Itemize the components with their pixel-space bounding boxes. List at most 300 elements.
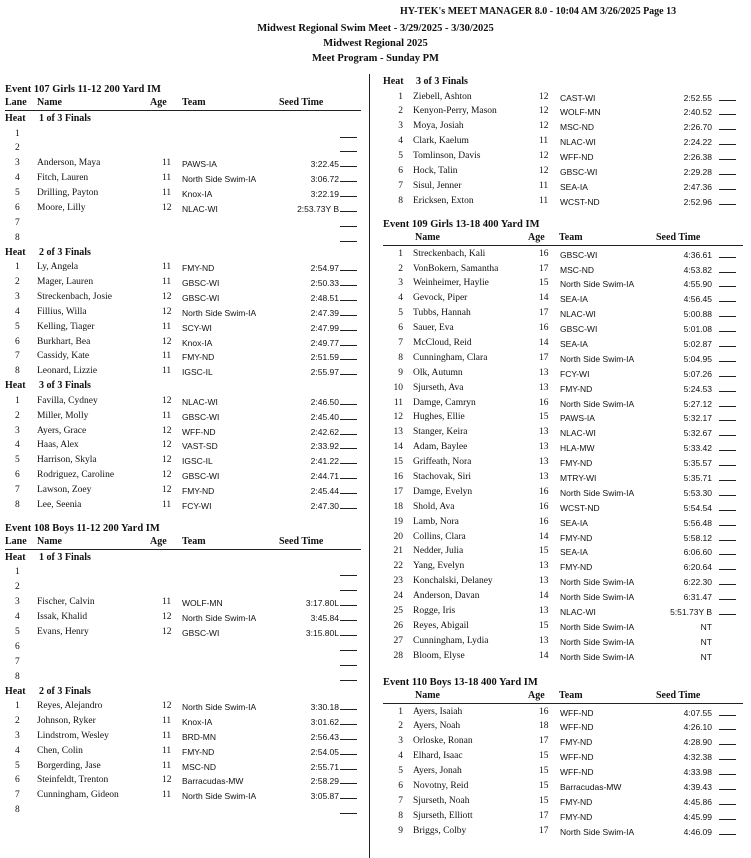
team-name: GBSC-WI [182, 292, 220, 303]
swimmer-name: Lawson, Zoey [37, 485, 92, 496]
table-row [383, 119, 743, 134]
seed-time: 5:24.53 [683, 383, 712, 394]
team-name: PAWS-IA [182, 159, 217, 170]
swimmer-name: Leonard, Lizzie [37, 366, 98, 377]
swimmer-name: Steinfeldt, Trenton [37, 775, 109, 786]
lane-number: 2 [15, 277, 20, 288]
heat-label: Heat [5, 113, 26, 124]
result-blank-line [340, 404, 357, 405]
team-name: IGSC-IL [182, 456, 213, 467]
result-blank-line [719, 510, 736, 511]
team-name: WFF-ND [560, 152, 594, 163]
swimmer-age: 15 [539, 620, 549, 631]
age-header: Age [528, 231, 545, 243]
team-name: NLAC-WI [560, 428, 596, 439]
table-row [383, 455, 743, 470]
swimmer-name: Sjurseth, Elliott [413, 810, 473, 821]
table-row [5, 580, 361, 595]
result-blank-line [719, 450, 736, 451]
swimmer-name: Clark, Kaelum [413, 136, 469, 147]
seed-time: 5:02.87 [683, 338, 712, 349]
result-blank-line [340, 635, 357, 636]
result-blank-line [719, 789, 736, 790]
seed-time: 3:30.18 [310, 702, 339, 712]
result-blank-line [719, 584, 736, 585]
team-name: WFF-ND [560, 752, 594, 763]
swimmer-name: Cunningham, Lydia [413, 635, 489, 646]
swimmer-age: 12 [162, 612, 172, 623]
lane-number: 7 [15, 217, 20, 228]
team-name: NLAC-WI [560, 137, 596, 148]
result-blank-line [719, 540, 736, 541]
lane-number: 6 [15, 470, 20, 481]
team-name: FCY-WI [182, 500, 212, 511]
software-page-info: HY-TEK's MEET MANAGER 8.0 - 10:04 AM 3/26/2025 Page 13 [400, 6, 677, 17]
team-name: VAST-SD [182, 441, 218, 452]
team-name: MSC-ND [560, 264, 594, 275]
swimmer-age: 11 [162, 410, 172, 421]
team-header: Team [182, 535, 206, 547]
table-row [383, 410, 743, 425]
result-blank-line [719, 554, 736, 555]
result-blank-line [340, 196, 357, 197]
lane-number: 8 [398, 810, 403, 821]
result-blank-line [719, 391, 736, 392]
column-headers [383, 232, 743, 246]
heat-header [5, 379, 361, 394]
swimmer-age: 13 [539, 457, 549, 468]
table-row [5, 699, 361, 714]
table-row [383, 351, 743, 366]
swimmer-name: Haas, Alex [37, 440, 79, 451]
seed-time: 4:53.82 [683, 264, 712, 275]
swimmer-age: 15 [539, 795, 549, 806]
lane-number: 8 [398, 195, 403, 206]
seed-time: 2:41.22 [310, 456, 339, 467]
swimmer-name: Mager, Lauren [37, 277, 94, 288]
swimmer-age: 13 [539, 382, 549, 393]
lane-number: 7 [15, 790, 20, 801]
swimmer-age: 17 [539, 810, 549, 821]
table-row [5, 670, 361, 685]
team-name: SEA-IA [560, 547, 588, 558]
swimmer-age: 12 [162, 425, 172, 436]
swimmer-name: Ayers, Noah [413, 721, 461, 732]
event-109 [383, 218, 743, 664]
team-name: FMY-ND [560, 458, 593, 469]
lane-number: 6 [398, 165, 403, 176]
swimmer-name: Anderson, Maya [37, 158, 101, 169]
swimmer-name: Weinheimer, Haylie [413, 278, 489, 289]
seed-time: 5:04.95 [683, 353, 712, 364]
lane-number: 2 [15, 715, 20, 726]
result-blank-line [719, 100, 736, 101]
table-row [5, 595, 361, 610]
table-row [383, 90, 743, 105]
lane-number: 8 [398, 352, 403, 363]
result-blank-line [340, 798, 357, 799]
lane-number: 4 [398, 293, 403, 304]
swimmer-age: 11 [162, 760, 172, 771]
team-name: IGSC-IL [182, 367, 213, 378]
swimmer-age: 12 [539, 106, 549, 117]
result-blank-line [340, 285, 357, 286]
result-blank-line [719, 495, 736, 496]
result-blank-line [719, 804, 736, 805]
swimmer-name: Cunningham, Clara [413, 352, 488, 363]
swimmer-age: 12 [162, 701, 172, 711]
team-header: Team [182, 97, 206, 108]
table-row [5, 335, 361, 350]
swimmer-name: Sauer, Eva [413, 323, 454, 334]
lane-number: 12 [393, 412, 403, 423]
seed-header: Seed Time [656, 231, 701, 243]
lane-number: 1 [15, 701, 20, 711]
table-row [5, 364, 361, 379]
swimmer-name: Damge, Evelyn [413, 486, 473, 497]
result-blank-line [340, 620, 357, 621]
swimmer-age: 13 [539, 427, 549, 438]
swimmer-name: Gevock, Piper [413, 293, 468, 304]
swimmer-age: 17 [539, 263, 549, 274]
lane-number: 7 [15, 351, 20, 362]
heat-header [383, 75, 743, 90]
team-name: FMY-ND [560, 811, 593, 822]
swimmer-age: 12 [162, 470, 172, 481]
swimmer-name: McCloud, Reid [413, 337, 472, 348]
swimmer-name: Bloom, Elyse [413, 650, 465, 661]
seed-time: 5:00.88 [683, 309, 712, 320]
swimmer-age: 11 [162, 366, 172, 377]
seed-time: 5:01.08 [683, 324, 712, 335]
swimmer-name: Anderson, Davan [413, 591, 480, 602]
swimmer-name: Collins, Clara [413, 531, 466, 542]
result-blank-line [340, 300, 357, 301]
team-name: WFF-ND [560, 707, 594, 718]
lane-number: 5 [398, 766, 403, 777]
seed-time: 2:52.55 [683, 92, 712, 103]
result-blank-line [719, 759, 736, 760]
lane-number: 11 [393, 397, 403, 408]
swimmer-age: 13 [539, 442, 549, 453]
swimmer-name: Tubbs, Hannah [413, 308, 471, 319]
team-name: North Side Swim-IA [182, 702, 257, 712]
table-row [5, 260, 361, 275]
swimmer-age: 14 [539, 591, 549, 602]
lane-number: 4 [398, 751, 403, 762]
swimmer-name: Ayers, Isaiah [413, 706, 463, 717]
swimmer-age: 13 [539, 606, 549, 616]
result-blank-line [340, 270, 357, 271]
lane-number: 5 [15, 321, 20, 332]
team-name: GBSC-WI [182, 627, 220, 638]
result-blank-line [719, 525, 736, 526]
heat-list [5, 112, 361, 513]
table-row [5, 290, 361, 305]
lane-number: 8 [15, 499, 20, 510]
swimmer-age: 17 [539, 736, 549, 747]
team-name: North Side Swim-IA [182, 174, 257, 185]
result-blank-line [719, 376, 736, 377]
lane-number: 14 [393, 442, 403, 453]
swimmer-name: Hock, Talin [413, 165, 458, 176]
seed-time: 4:28.90 [683, 737, 712, 748]
lane-number: 5 [15, 188, 20, 199]
table-row [5, 453, 361, 468]
swimmer-age: 11 [162, 351, 172, 362]
swimmer-name: Stachovak, Siri [413, 471, 472, 482]
lane-number: 4 [15, 306, 20, 317]
result-blank-line [340, 330, 357, 331]
swimmer-age: 13 [539, 367, 549, 378]
heat-label: Heat [5, 551, 26, 563]
result-blank-line [340, 419, 357, 420]
result-blank-line [719, 316, 736, 317]
seed-time: 2:26.70 [683, 122, 712, 133]
lane-number: 26 [393, 620, 403, 631]
table-row [383, 500, 743, 515]
team-name: WFF-ND [560, 722, 594, 733]
lane-number: 6 [15, 336, 20, 347]
lane-number: 7 [15, 485, 20, 496]
swimmer-age: 15 [539, 781, 549, 792]
table-row [383, 604, 743, 619]
age-header: Age [150, 535, 167, 547]
team-name: MSC-ND [182, 761, 216, 772]
lane-number: 4 [15, 612, 20, 623]
team-name: MSC-ND [560, 122, 594, 133]
seed-time: 6:22.30 [683, 577, 712, 588]
swimmer-name: Ericksen, Exton [413, 195, 474, 206]
result-blank-line [719, 257, 736, 258]
heat-header [5, 551, 361, 566]
lane-number: 5 [398, 308, 403, 319]
result-blank-line [719, 272, 736, 273]
swimmer-name: Konchalski, Delaney [413, 576, 493, 587]
lane-number: 6 [398, 781, 403, 792]
team-name: Knox-IA [182, 189, 213, 200]
lane-number: 6 [398, 323, 403, 334]
swimmer-age: 11 [162, 730, 172, 741]
team-name: MTRY-WI [560, 472, 597, 483]
seed-time: 3:17.80L [305, 598, 339, 609]
swimmer-age: 13 [539, 471, 549, 482]
lane-number: 13 [393, 427, 403, 438]
seed-time: 2:24.22 [683, 137, 712, 148]
event-108-heat-3 [383, 75, 743, 209]
swimmer-age: 17 [539, 825, 549, 836]
team-name: FMY-ND [560, 737, 593, 748]
result-blank-line [340, 226, 357, 227]
table-row [5, 655, 361, 670]
team-name: North Side Swim-IA [560, 636, 635, 647]
swimmer-age: 17 [539, 308, 549, 319]
seed-time: 4:33.98 [683, 767, 712, 778]
team-name: Knox-IA [182, 337, 213, 348]
lane-number: 9 [398, 367, 403, 378]
lane-number: 5 [15, 626, 20, 637]
table-row [5, 498, 361, 513]
result-blank-line [340, 724, 357, 725]
swimmer-name: Hughes, Ellie [413, 412, 465, 423]
team-name: FMY-ND [182, 352, 215, 363]
lane-number: 4 [398, 136, 403, 147]
table-row [383, 336, 743, 351]
team-name: GBSC-WI [182, 411, 220, 422]
swimmer-age: 13 [539, 635, 549, 646]
table-row [383, 164, 743, 179]
lane-number: 17 [393, 486, 403, 497]
entry-list [383, 705, 743, 839]
lane-number: 20 [393, 531, 403, 542]
table-row [5, 349, 361, 364]
swimmer-name: Tomlinson, Davis [413, 151, 481, 162]
event-title: Event 108 Boys 11-12 200 Yard IM [5, 522, 160, 534]
age-header: Age [150, 97, 167, 108]
result-blank-line [719, 729, 736, 730]
entry-list [383, 247, 743, 664]
lane-number: 2 [15, 143, 20, 154]
seed-time: 2:49.77 [310, 337, 339, 348]
table-row [383, 589, 743, 604]
lane-number: 1 [398, 248, 403, 259]
heat-header [5, 246, 361, 261]
swimmer-name: Lamb, Nora [413, 516, 459, 527]
swimmer-age: 12 [162, 485, 172, 496]
swimmer-age: 15 [539, 751, 549, 762]
swimmer-age: 13 [539, 576, 549, 587]
table-row [383, 134, 743, 149]
swimmer-name: Nedder, Julia [413, 546, 464, 557]
swimmer-age: 16 [539, 486, 549, 497]
lane-number: 7 [398, 337, 403, 348]
swimmer-name: Orloske, Ronan [413, 736, 473, 747]
result-blank-line [340, 359, 357, 360]
heat-list [5, 551, 361, 818]
team-name: North Side Swim-IA [560, 577, 635, 588]
team-name: FCY-WI [560, 368, 590, 379]
lane-number: 1 [15, 567, 20, 578]
table-row [383, 262, 743, 277]
seed-time: 4:46.09 [683, 826, 712, 837]
result-blank-line [719, 361, 736, 362]
team-header: Team [559, 231, 583, 243]
team-name: North Side Swim-IA [182, 613, 257, 624]
table-row [383, 824, 743, 839]
team-name: FMY-ND [560, 383, 593, 394]
seed-time: 2:58.29 [310, 776, 339, 787]
swimmer-name: Issak, Khalid [37, 612, 88, 623]
result-blank-line [719, 301, 736, 302]
swimmer-age: 14 [539, 531, 549, 542]
result-blank-line [340, 151, 357, 152]
heat-info: 1 of 3 Finals [39, 113, 91, 124]
swimmer-name: Cassidy, Kate [37, 351, 90, 362]
swimmer-name: Rogge, Iris [413, 606, 456, 616]
result-blank-line [719, 174, 736, 175]
seed-time: 2:55.71 [310, 761, 339, 772]
swimmer-name: Evans, Henry [37, 626, 89, 637]
lane-header: Lane [5, 535, 27, 547]
team-name: HLA-MW [560, 443, 595, 454]
swimmer-age: 11 [162, 715, 172, 726]
table-row [5, 729, 361, 744]
result-blank-line [340, 315, 357, 316]
swimmer-age: 16 [539, 516, 549, 527]
column-headers [383, 690, 743, 704]
team-name: North Side Swim-IA [560, 353, 635, 364]
swimmer-name: Fillius, Willa [37, 306, 87, 317]
result-blank-line [340, 166, 357, 167]
team-name: FMY-ND [560, 562, 593, 573]
seed-time: 4:45.86 [683, 796, 712, 807]
seed-time: 4:26.10 [683, 722, 712, 733]
table-row [5, 714, 361, 729]
team-name: WFF-ND [182, 426, 216, 437]
name-header: Name [37, 97, 62, 108]
lane-number: 2 [398, 263, 403, 274]
table-row [5, 788, 361, 803]
seed-time: 3:06.72 [310, 174, 339, 185]
swimmer-name: Kelling, Tiager [37, 321, 95, 332]
seed-time: 2:50.33 [310, 278, 339, 289]
column-divider [369, 74, 370, 858]
heat-header [5, 112, 361, 127]
team-name: FMY-ND [182, 746, 215, 757]
seed-time: 5:54.54 [683, 502, 712, 513]
swimmer-age: 12 [162, 395, 172, 406]
heat-list [383, 75, 743, 209]
seed-time: 5:32.17 [683, 413, 712, 424]
table-row [5, 216, 361, 231]
table-row [383, 634, 743, 649]
lane-number: 6 [15, 641, 20, 652]
left-column [5, 83, 361, 818]
lane-number: 16 [393, 471, 403, 482]
team-name: SEA-IA [560, 181, 588, 192]
result-blank-line [719, 774, 736, 775]
result-blank-line [719, 346, 736, 347]
result-blank-line [340, 590, 357, 591]
meet-subtitle: Midwest Regional 2025 [323, 38, 428, 49]
swimmer-name: Favilla, Cydney [37, 395, 98, 406]
column-headers [5, 536, 361, 550]
swimmer-name: Stanger, Keira [413, 427, 468, 438]
swimmer-name: Streckenbach, Josie [37, 291, 112, 302]
lane-number: 8 [15, 366, 20, 377]
swimmer-name: Ly, Angela [37, 262, 79, 273]
table-row [383, 794, 743, 809]
seed-time: 3:15.80L [305, 627, 339, 638]
team-name: WCST-ND [560, 502, 600, 513]
swimmer-name: Reyes, Abigail [413, 620, 469, 631]
heat-info: 1 of 3 Finals [39, 551, 91, 563]
name-header: Name [415, 689, 440, 701]
lane-number: 2 [15, 410, 20, 421]
team-name: North Side Swim-IA [560, 487, 635, 498]
seed-time: 2:47.36 [683, 181, 712, 192]
table-row [383, 619, 743, 634]
seed-time: 3:45.84 [310, 613, 339, 624]
swimmer-name: Novotny, Reid [413, 781, 469, 792]
seed-time: 2:56.43 [310, 731, 339, 742]
team-name: NLAC-WI [560, 309, 596, 320]
table-row [383, 149, 743, 164]
result-blank-line [340, 493, 357, 494]
swimmer-age: 12 [162, 455, 172, 466]
swimmer-age: 17 [539, 352, 549, 363]
swimmer-name: Chen, Colin [37, 745, 83, 756]
